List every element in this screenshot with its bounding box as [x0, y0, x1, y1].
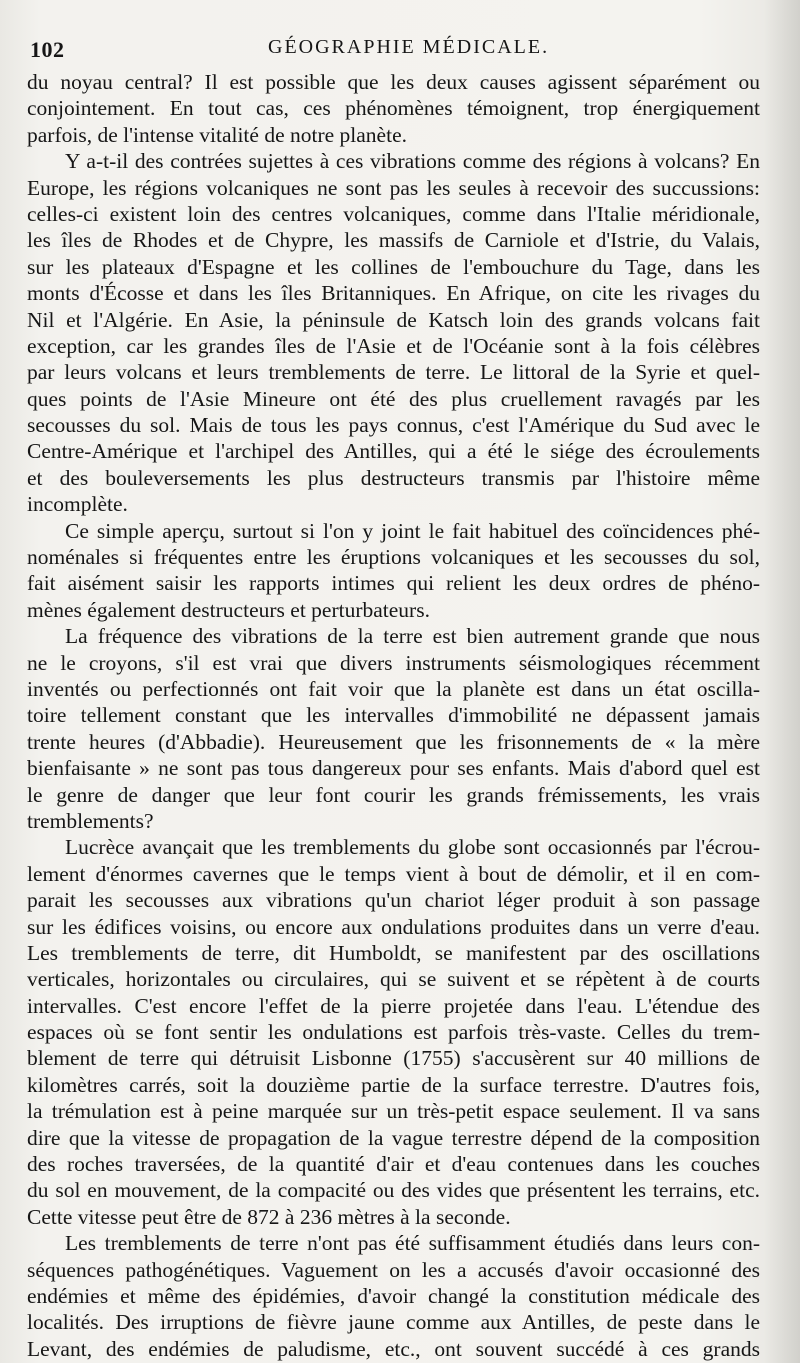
text-line: Lucrèce avançait que les tremblements du globe sont occasionnés par l'écrou-: [65, 835, 760, 860]
text-line: noménales si fréquentes entre les éruptions volcaniques et les secousses du sol,: [27, 545, 760, 570]
page-edge-shadow: [764, 0, 800, 1363]
text-line: dire que la vitesse de propagation de la vague terrestre dépend de la composition: [27, 1125, 760, 1150]
text-line: trente heures (d'Abbadie). Heureusement que les frisonnements de « la mère: [27, 729, 760, 754]
text-line: incomplète.: [27, 492, 128, 517]
paragraph: [27, 623, 760, 834]
text-line: verticales, horizontales ou circulaires, qui se suivent et se répètent à de courts: [27, 967, 760, 992]
text-line: Europe, les régions volcaniques ne sont pas les seules à recevoir des succussions:: [27, 175, 760, 200]
text-line: inventés ou perfectionnés ont fait voir que la planète est dans un état oscilla-: [27, 676, 760, 701]
text-line: séquences pathogénétiques. Vaguement on les a accusés d'avoir occasionné des: [27, 1257, 760, 1282]
text-line: mènes également destructeurs et perturbateurs.: [27, 597, 430, 622]
text-line: Y a-t-il des contrées sujettes à ces vibrations comme des régions à volcans? En: [65, 149, 760, 174]
text-line: fait aisément saisir les rapports intimes qui relient les deux ordres de phéno-: [27, 571, 760, 596]
text-line: intervalles. C'est encore l'effet de la pierre projetée dans l'eau. L'étendue des: [27, 993, 760, 1018]
text-line: blement de terre qui détruisit Lisbonne (1755) s'accusèrent sur 40 millions de: [27, 1046, 760, 1071]
text-line: Les tremblements de terre, dit Humboldt, se manifestent par des oscillations: [27, 940, 760, 965]
text-line: Ce simple aperçu, surtout si l'on y joint le fait habituel des coïncidences phé-: [65, 518, 760, 543]
text-line: bienfaisante » ne sont pas tous dangereux pour ses enfants. Mais d'abord quel est: [27, 756, 760, 781]
text-line: par leurs volcans et leurs tremblements de terre. Le littoral de la Syrie et quel-: [27, 360, 760, 385]
text-line: Nil et l'Algérie. En Asie, la péninsule de Katsch loin des grands volcans fait: [27, 307, 760, 332]
text-line: ques points de l'Asie Mineure ont été des plus cruellement ravagés par les: [27, 386, 760, 411]
text-line: monts d'Écosse et dans les îles Britanniques. En Afrique, on cite les rivages du: [27, 281, 760, 306]
text-line: la trémulation est à peine marquée sur un très-petit espace seulement. Il va sans: [27, 1099, 760, 1124]
text-line: lement d'énormes cavernes que le temps vient à bout de démolir, et il en com-: [27, 861, 760, 886]
text-line: espaces où se font sentir les ondulations est parfois très-vaste. Celles du trem-: [27, 1020, 760, 1045]
text-line: sur les plateaux d'Espagne et les collines de l'embouchure du Tage, dans les: [27, 254, 760, 279]
text-line: conjointement. En tout cas, ces phénomènes témoignent, trop énergiquement: [27, 96, 760, 121]
running-head: GÉOGRAPHIE MÉDICALE.: [268, 36, 550, 58]
paragraph: [27, 518, 760, 624]
text-line: secousses du sol. Mais de tous les pays connus, c'est l'Amérique du Sud avec le: [27, 413, 760, 438]
text-line: La fréquence des vibrations de la terre est bien autrement grande que nous: [65, 624, 760, 649]
text-line: le genre de danger que leur font courir les grands frémissements, les vrais: [27, 782, 760, 807]
text-line: les îles de Rhodes et de Chypre, les massifs de Carniole et d'Istrie, du Valais,: [27, 228, 760, 253]
text-line: sur les édifices voisins, ou encore aux ondulations produites dans un verre d'eau.: [27, 914, 760, 939]
text-line: endémies et même des épidémies, d'avoir changé la constitution médicale des: [27, 1283, 760, 1308]
text-line: Cette vitesse peut être de 872 à 236 mètres à la seconde.: [27, 1204, 511, 1229]
body-text: [27, 69, 760, 1362]
text-line: Centre-Amérique et l'archipel des Antilles, qui a été le siége des écroulements: [27, 439, 760, 464]
text-line: toire tellement constant que les intervalles d'immobilité ne dépassent jamais: [27, 703, 760, 728]
paragraph: [27, 834, 760, 1230]
text-line: parait les secousses aux vibrations qu'un chariot léger produit à son passage: [27, 888, 760, 913]
text-line: ne le croyons, s'il est vrai que divers instruments séismologiques récemment: [27, 650, 760, 675]
text-line: du noyau central? Il est possible que les deux causes agissent séparément ou: [27, 70, 760, 94]
text-line: tremblements?: [27, 808, 154, 833]
text-line: parfois, de l'intense vitalité de notre planète.: [27, 122, 407, 147]
text-line: Les tremblements de terre n'ont pas été suffisamment étudiés dans leurs con-: [65, 1231, 760, 1256]
text-line: du sol en mouvement, de la compacité ou des vides que présentent les terrains, etc.: [27, 1178, 760, 1203]
text-line: exception, car les grandes îles de l'Asie et de l'Océanie sont à la fois célèbres: [27, 333, 760, 358]
paragraph: [27, 69, 760, 148]
page-number: 102: [30, 37, 65, 62]
paragraph: [27, 148, 760, 517]
page-header: [28, 33, 768, 63]
text-line: et des bouleversements les plus destructeurs transmis par l'histoire même: [27, 465, 760, 490]
paragraph: [27, 1230, 760, 1362]
text-line: des roches traversées, de la quantité d'air et d'eau contenues dans les couches: [27, 1152, 760, 1177]
text-line: localités. Des irruptions de fièvre jaune comme aux Antilles, de peste dans le: [27, 1310, 760, 1335]
text-line: kilomètres carrés, soit la douzième partie de la surface terrestre. D'autres fois,: [27, 1072, 760, 1097]
text-line: celles-ci existent loin des centres volcaniques, comme dans l'Italie méridionale,: [27, 201, 760, 226]
text-line: Levant, des endémies de paludisme, etc., ont souvent succédé à ces grands: [27, 1336, 760, 1361]
